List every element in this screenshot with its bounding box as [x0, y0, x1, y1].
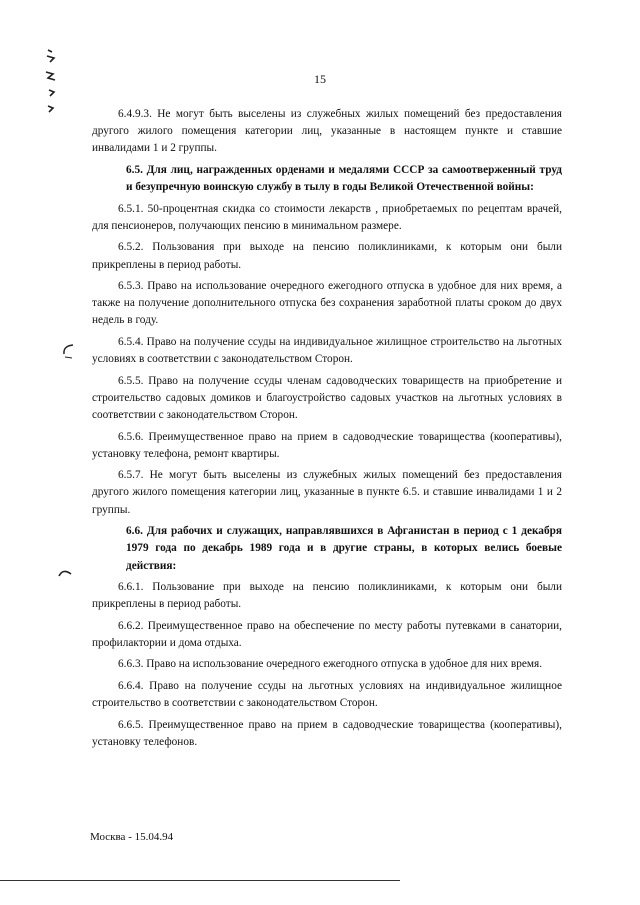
section-heading-6-5: 6.5. Для лиц, награжденных орденами и медалями СССР за самоотверженный труд и безупречную воинскую службу в тылу в годы Великой Отечественной войны:	[126, 163, 562, 194]
footer-place-date: Москва - 15.04.94	[90, 831, 174, 843]
paragraph-6-5-7: 6.5.7. Не могут быть выселены из служебных жилых помещений без предоставления другого жилого помещения категории лиц, указанные в пункте 6.5. и ставшие инвалидами 1 и 2 группы.	[92, 469, 562, 516]
paragraph-6-4-9-3: 6.4.9.3. Не могут быть выселены из служебных жилых помещений без предоставления другого жилого помещения категории лиц, указанные в настоящем пункте и ставшие инвалидами 1 и 2 группы.	[92, 108, 562, 155]
paragraph-6-5-2: 6.5.2. Пользования при выходе на пенсию поликлиниками, к которым они были прикреплены в период работы.	[92, 241, 562, 271]
bottom-rule	[0, 880, 400, 881]
paragraph-6-6-5: 6.6.5. Преимущественное право на прием в садоводческие товарищества (кооперативы), установку телефонов.	[92, 718, 562, 748]
paragraph-6-5-3: 6.5.3. Право на использование очередного ежегодного отпуска в удобное для них время, а также на получение дополнительного отпуска без сохранения заработной платы сроком до двух недель в году.	[92, 280, 562, 327]
paragraph-6-5-1: 6.5.1. 50-процентная скидка со стоимости лекарств , приобретаемых по рецептам врачей, для пенсионеров, получающих пенсию в минимальном размере.	[92, 202, 562, 232]
paragraph-6-6-1: 6.6.1. Пользование при выходе на пенсию поликлиниками, к которым они были прикреплены в период работы.	[92, 581, 562, 611]
punch-hole-mark	[61, 342, 75, 360]
paragraph-6-5-5: 6.5.5. Право на получение ссуды членам садоводческих товариществ на приобретение и строительство садовых домиков и благоустройство садовых участков на льготных условиях в соответствии с законодательством Сторон.	[92, 374, 562, 422]
paragraph-6-5-4: 6.5.4. Право на получение ссуды на индивидуальное жилищное строительство на льготных условиях в соответствии с законодательством Сторон.	[92, 335, 562, 366]
paragraph-6-6-3: 6.6.3. Право на использование очередного ежегодного отпуска в удобное для них время.	[118, 658, 543, 671]
section-heading-6-6: 6.6. Для рабочих и служащих, направлявшихся в Афганистан в период с 1 декабря 1979 года по декабрь 1989 года и в другие страны, в которых велись боевые действия:	[126, 525, 562, 572]
page-number: 15	[314, 72, 326, 86]
document-body	[92, 106, 562, 755]
paragraph-6-6-2: 6.6.2. Преимущественное право на обеспечение по месту работы путевками в санатории, профилактории и дома отдыха.	[92, 619, 562, 649]
paragraph-6-6-4: 6.6.4. Право на получение ссуды на льготных условиях на индивидуальное жилищное строительство в соответствии с законодательством Сторон.	[92, 679, 562, 710]
paragraph-6-5-6: 6.5.6. Преимущественное право на прием в садоводческие товарищества (кооперативы), установку телефона, ремонт квартиры.	[92, 430, 562, 460]
punch-hole-mark	[58, 566, 72, 584]
